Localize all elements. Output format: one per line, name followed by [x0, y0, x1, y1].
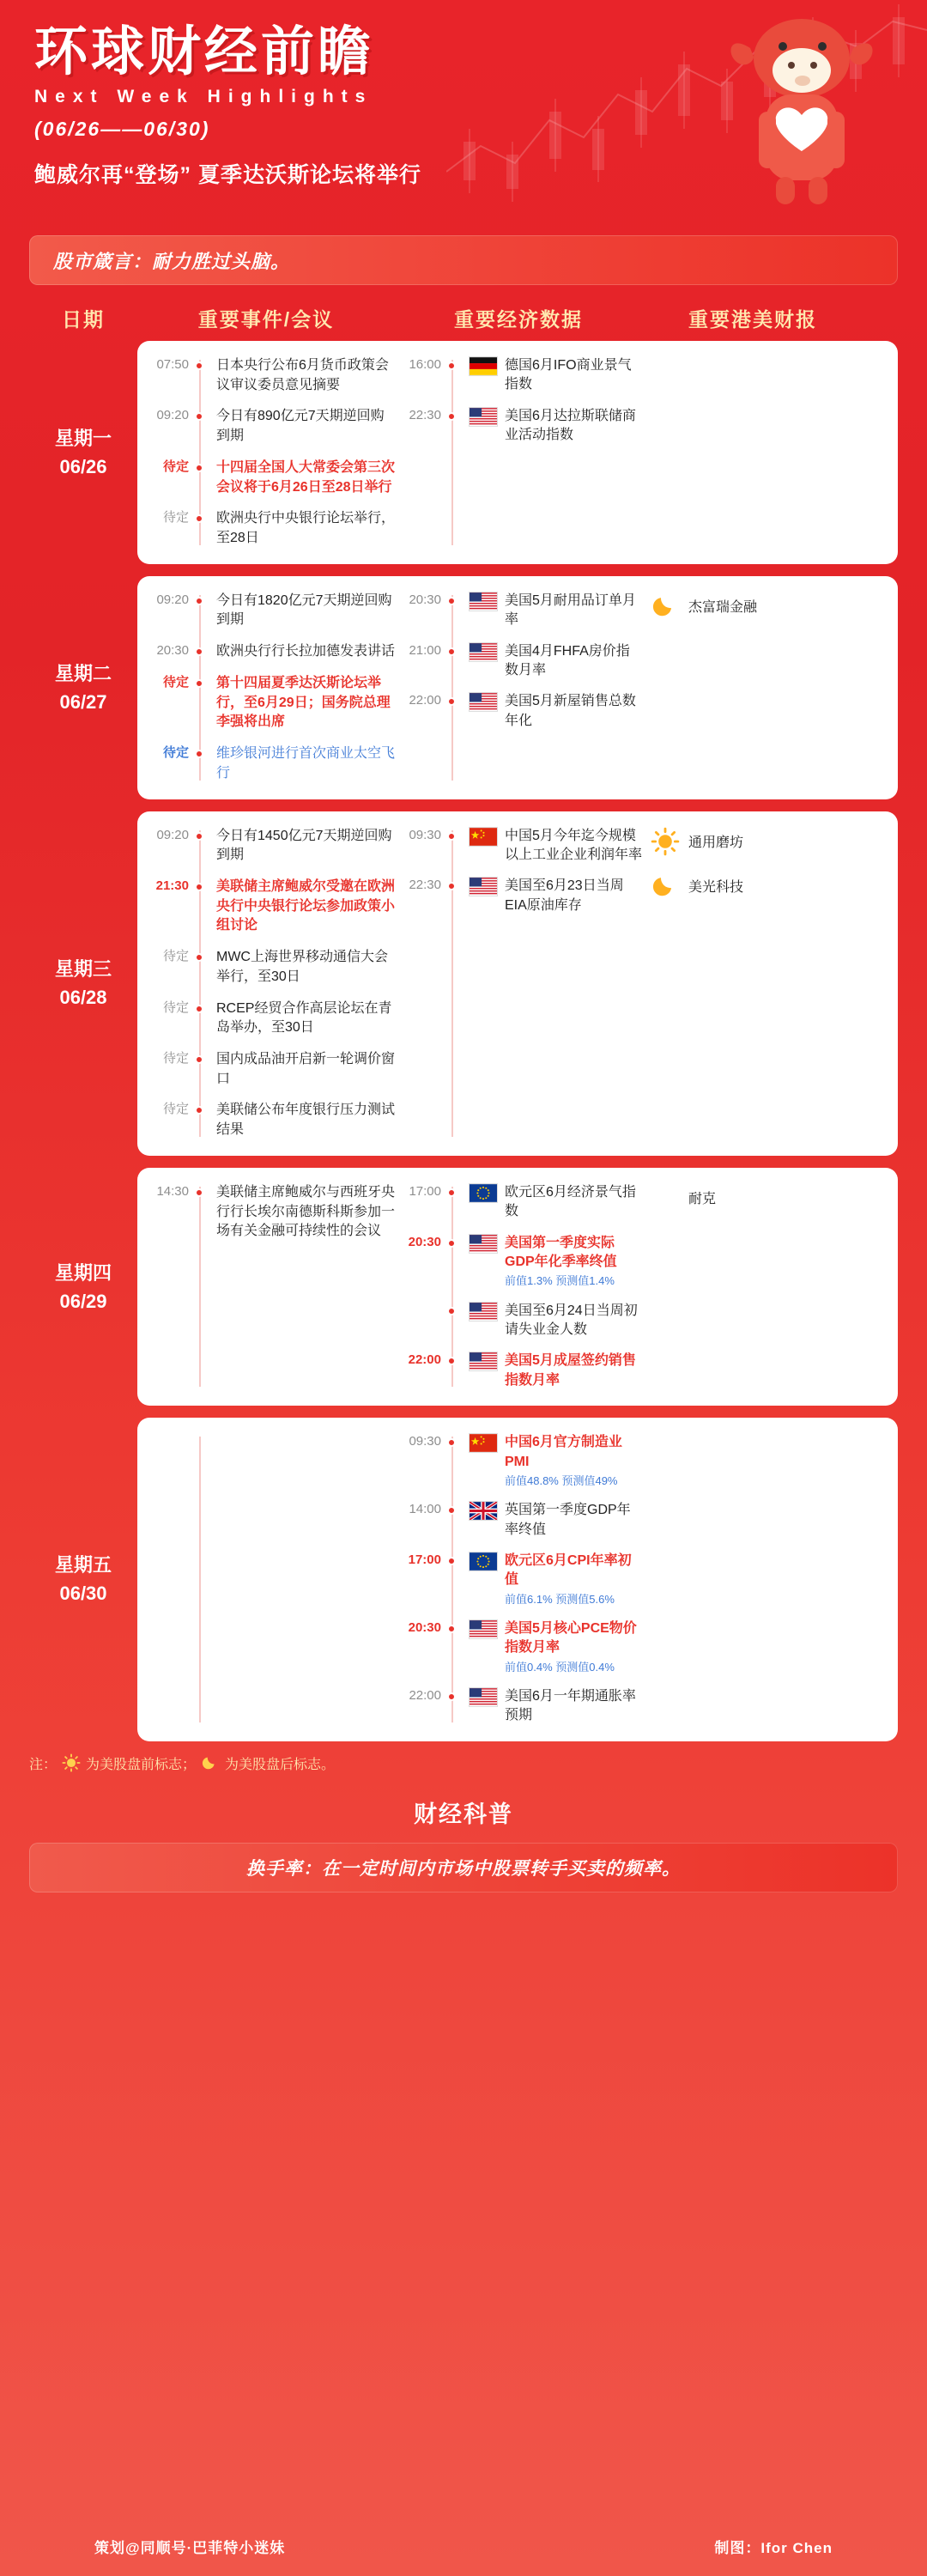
day-row [29, 576, 898, 799]
day-date: 06/26 [59, 455, 107, 477]
econ-time: 16:00 [409, 357, 441, 372]
event-time: 20:30 [156, 643, 189, 659]
day-label [29, 341, 137, 564]
credit-designer: 制图：Ifor Chen [714, 2540, 833, 2556]
events-column [137, 356, 395, 549]
event-text: RCEP经贸合作高层论坛在青岛举办，至30日 [216, 1000, 392, 1036]
econ-text: 美国5月新屋销售总数年化 [505, 694, 636, 728]
timeline-dot [447, 832, 456, 841]
econ-item [395, 877, 642, 915]
econ-time: 17:00 [408, 1552, 441, 1567]
timeline-dot [195, 464, 203, 472]
earnings-column [642, 1183, 846, 1390]
section-title-science: 财经科普 [414, 1801, 513, 1827]
econ-text: 美国至6月23日当周EIA原油库存 [505, 878, 624, 913]
no-icon-spacer [651, 1183, 680, 1212]
event-time: 09:20 [156, 408, 189, 423]
earnings-name: 杰富瑞金融 [688, 600, 758, 616]
timeline-dot [195, 832, 203, 841]
timeline-dot [195, 361, 203, 370]
event-text: 第十四届夏季达沃斯论坛举行，至6月29日；国务院总理李强将出席 [216, 675, 391, 730]
econ-item [395, 642, 642, 681]
column-header-earnings: 重要港美财报 [688, 308, 817, 331]
econ-time: 22:00 [408, 1352, 441, 1368]
event-time: 09:20 [156, 827, 189, 842]
econ-item [395, 1433, 642, 1489]
timeline-dot [447, 412, 456, 421]
flag-us-icon [469, 642, 498, 662]
econ-text: 美国5月成屋签约销售指数月率 [505, 1353, 636, 1388]
earnings-name: 美光科技 [688, 880, 744, 895]
econ-text: 欧元区6月经济景气指数 [505, 1184, 636, 1219]
event-time: 14:30 [156, 1183, 189, 1199]
econ-item [395, 1501, 642, 1540]
timeline-dot [447, 1557, 456, 1565]
event-text: 维珍银河进行首次商业太空飞行 [216, 746, 396, 781]
event-text: 欧洲央行中央银行论坛举行，至28日 [216, 511, 396, 546]
moon-icon [651, 592, 680, 621]
timeline-dot [195, 1188, 203, 1197]
event-text: 日本央行公布6月货币政策会议审议委员意见摘要 [216, 358, 389, 392]
flag-us-icon [469, 592, 498, 611]
earnings-name: 耐克 [688, 1192, 717, 1207]
event-text: 美联储公布年度银行压力测试结果 [216, 1103, 396, 1138]
event-text: 今日有890亿元7天期逆回购到期 [216, 409, 385, 444]
event-item [137, 1183, 395, 1242]
earnings-item [642, 1183, 846, 1212]
event-text: 欧洲央行行长拉加德发表讲话 [216, 644, 396, 659]
event-item [137, 1101, 395, 1139]
econ-subtext: 前值48.8% 预测值49% [505, 1473, 618, 1487]
day-date: 06/28 [59, 987, 107, 1009]
day-row [29, 341, 898, 564]
econ-time: 22:00 [409, 693, 441, 708]
day-label [29, 576, 137, 799]
event-time: 09:20 [156, 592, 189, 607]
econ-time: 22:30 [409, 407, 441, 422]
econ-text: 美国至6月24日当周初请失业金人数 [505, 1303, 638, 1337]
econ-time: 20:30 [408, 1619, 441, 1635]
econ-text: 美国5月耐用品订单月率 [505, 592, 636, 628]
event-item [137, 674, 395, 732]
econ-item [395, 1619, 642, 1675]
event-item [137, 1050, 395, 1089]
econ-item [395, 1183, 642, 1222]
timeline-dot [447, 1692, 456, 1701]
flag-de-icon [469, 356, 498, 376]
sun-icon [651, 827, 680, 856]
credit-planner: 策划@同顺号·巴菲特小迷妹 [94, 2540, 286, 2556]
flag-eu-icon [469, 1183, 498, 1203]
econ-text: 德国6月IFO商业景气指数 [505, 358, 632, 392]
quote-bar: 股市箴言：耐力胜过头脑。 [29, 235, 898, 285]
econ-text: 美国6月达拉斯联储商业活动指数 [505, 408, 636, 443]
moon-icon [201, 1753, 220, 1772]
event-time: 07:50 [156, 357, 189, 372]
econ-time [395, 1302, 451, 1340]
econ-item [395, 356, 642, 395]
flag-us-icon [469, 877, 498, 896]
timeline-dot [447, 361, 456, 370]
day-weekday: 星期五 [54, 1554, 112, 1577]
econ-item [395, 692, 642, 731]
day-row [29, 1418, 898, 1741]
event-item [137, 407, 395, 446]
day-row [29, 1168, 898, 1406]
event-item [137, 459, 395, 497]
headline: 鲍威尔再“登场” 夏季达沃斯论坛将举行 [34, 163, 421, 188]
econ-column [395, 827, 642, 1140]
legend-middle: 为美股盘前标志； [86, 1757, 197, 1772]
econ-item [395, 1234, 642, 1290]
page-subtitle: Next Week Highlights [34, 87, 373, 107]
events-column [137, 592, 395, 784]
timeline-dot [447, 597, 456, 605]
day-weekday: 星期三 [54, 958, 112, 981]
timeline-dot [447, 1625, 456, 1633]
day-row [29, 811, 898, 1156]
econ-time: 14:00 [409, 1502, 441, 1517]
timeline-dot [195, 1055, 203, 1064]
event-time: 待定 [162, 949, 189, 964]
column-header-date: 日期 [62, 308, 105, 331]
day-date: 06/30 [59, 1583, 107, 1605]
flag-us-icon [469, 1352, 498, 1371]
flag-us-icon [469, 407, 498, 427]
flag-us-icon [469, 692, 498, 712]
event-time: 21:30 [155, 878, 189, 893]
earnings-column [642, 1433, 846, 1725]
econ-text: 美国4月FHFA房价指数月率 [505, 643, 630, 677]
econ-text: 美国5月核心PCE物价指数月率 前值0.4% 预测值0.4% [505, 1619, 642, 1675]
event-text: 十四届全国人大常委会第三次会议将于6月26日至28日举行 [216, 459, 396, 495]
econ-item [395, 1352, 642, 1390]
event-time: 待定 [162, 459, 189, 474]
econ-text: 中国5月今年迄今规模以上工业企业利润年率 [505, 828, 643, 862]
event-text: 今日有1450亿元7天期逆回购到期 [216, 828, 392, 863]
day-weekday: 星期一 [54, 427, 112, 449]
event-item [137, 509, 395, 548]
econ-time: 09:30 [409, 1434, 441, 1449]
flag-us-icon [469, 1234, 498, 1254]
event-text: MWC上海世界移动通信大会举行，至30日 [216, 950, 388, 984]
econ-column [395, 592, 642, 784]
column-headers [29, 304, 898, 332]
event-item [137, 592, 395, 630]
day-label [29, 1418, 137, 1741]
earnings-item [642, 872, 846, 901]
page-header [0, 0, 927, 222]
event-text: 美联储主席鲍威尔与西班牙央行行长埃尔南德斯科斯参加一场有关金融可持续性的会议 [216, 1184, 396, 1239]
event-item [137, 999, 395, 1038]
schedule-table [0, 341, 927, 1741]
legend-prefix: 注： [29, 1757, 58, 1772]
earnings-column [642, 356, 846, 549]
day-weekday: 星期四 [54, 1261, 112, 1284]
events-column [137, 1183, 395, 1390]
events-column [137, 827, 395, 1140]
day-label [29, 811, 137, 1156]
event-item [137, 948, 395, 987]
earnings-item [642, 592, 846, 621]
econ-text: 美国第一季度实际GDP年化季率终值 前值1.3% 预测值1.4% [505, 1234, 642, 1290]
econ-item [395, 827, 642, 866]
timeline-dot [447, 1188, 456, 1197]
event-item [137, 878, 395, 936]
event-time: 待定 [162, 745, 189, 761]
econ-item [395, 1552, 642, 1607]
timeline-dot [195, 597, 203, 605]
day-label [29, 1168, 137, 1406]
event-time: 待定 [162, 674, 189, 690]
column-header-events: 重要事件/会议 [197, 308, 335, 331]
day-date: 06/29 [59, 1290, 107, 1312]
bull-mascot-icon [716, 9, 888, 210]
timeline-dot [195, 883, 203, 891]
flag-us-icon [469, 1619, 498, 1639]
science-text-bar: 换手率：在一定时间内市场中股票转手买卖的频率。 [29, 1843, 898, 1893]
event-item [137, 642, 395, 662]
econ-item [395, 1687, 642, 1726]
flag-cn-icon [469, 827, 498, 847]
event-time: 待定 [162, 1102, 189, 1117]
events-column [137, 1433, 395, 1725]
timeline-dot [195, 1005, 203, 1013]
econ-text: 英国第一季度GDP年率终值 [505, 1503, 631, 1537]
econ-time: 17:00 [409, 1183, 441, 1199]
event-time: 待定 [162, 1050, 189, 1066]
event-text: 国内成品油开启新一轮调价窗口 [216, 1051, 396, 1086]
timeline-dot [447, 1239, 456, 1248]
day-weekday: 星期二 [54, 662, 112, 684]
flag-us-icon [469, 1687, 498, 1707]
econ-text: 美国6月一年期通胀率预期 [505, 1688, 636, 1723]
timeline-dot [195, 750, 203, 758]
earnings-column [642, 827, 846, 1140]
earnings-column [642, 592, 846, 784]
date-range: (06/26——06/30) [34, 118, 210, 141]
column-header-econ: 重要经济数据 [454, 308, 583, 331]
day-card [137, 811, 898, 1156]
timeline-dot [447, 1307, 456, 1315]
event-text: 美联储主席鲍威尔受邀在欧洲央行中央银行论坛参加政策小组讨论 [216, 878, 396, 933]
credits [0, 2536, 927, 2557]
timeline-dot [195, 679, 203, 688]
econ-time: 21:00 [409, 642, 441, 658]
day-date: 06/27 [59, 690, 107, 713]
flag-uk-icon [469, 1501, 498, 1521]
econ-time: 22:00 [409, 1687, 441, 1703]
flag-cn-icon [469, 1433, 498, 1453]
econ-time: 22:30 [409, 878, 441, 893]
legend-footnote [29, 1753, 898, 1773]
page-title: 环球财经前瞻 [34, 22, 375, 82]
econ-text: 欧元区6月CPI年率初值 前值6.1% 预测值5.6% [505, 1552, 642, 1607]
event-item [137, 827, 395, 866]
event-item [137, 356, 395, 395]
econ-item [395, 592, 642, 630]
econ-item [395, 407, 642, 446]
econ-column [395, 1183, 642, 1390]
day-card [137, 1168, 898, 1406]
econ-item [395, 1302, 642, 1340]
legend-suffix: 为美股盘后标志。 [225, 1757, 336, 1772]
earnings-name: 通用磨坊 [688, 835, 744, 850]
day-card [137, 1418, 898, 1741]
event-text: 今日有1820亿元7天期逆回购到期 [216, 592, 392, 628]
event-time: 待定 [162, 510, 189, 526]
day-card [137, 576, 898, 799]
flag-us-icon [469, 1302, 498, 1321]
econ-subtext: 前值6.1% 预测值5.6% [505, 1592, 615, 1606]
event-time: 待定 [162, 999, 189, 1015]
timeline-dot [447, 647, 456, 656]
econ-time: 09:30 [409, 827, 441, 842]
earnings-item [642, 827, 846, 856]
econ-text: 中国6月官方制造业PMI 前值48.8% 预测值49% [505, 1433, 642, 1489]
econ-subtext: 前值1.3% 预测值1.4% [505, 1274, 615, 1288]
econ-column [395, 356, 642, 549]
econ-time: 20:30 [408, 1234, 441, 1249]
event-item [137, 744, 395, 783]
sun-icon [62, 1753, 81, 1772]
day-card [137, 341, 898, 564]
moon-icon [651, 872, 680, 901]
flag-eu-icon [469, 1552, 498, 1571]
econ-column [395, 1433, 642, 1725]
econ-time: 20:30 [409, 592, 441, 607]
econ-subtext: 前值0.4% 预测值0.4% [505, 1660, 615, 1674]
